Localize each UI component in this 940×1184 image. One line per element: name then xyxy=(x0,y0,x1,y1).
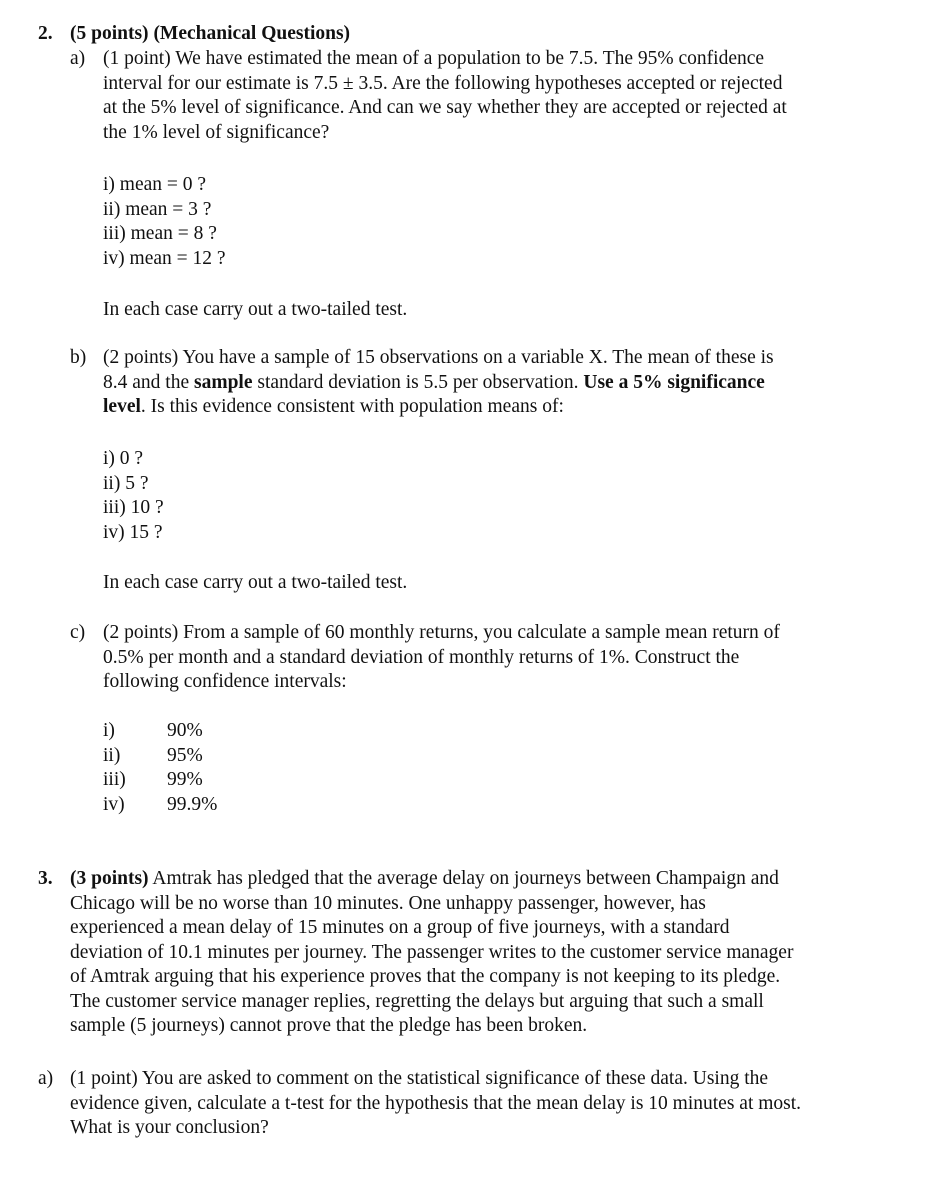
q2b-sample-emphasis: sample xyxy=(193,371,253,393)
q2a-line: interval for our estimate is 7.5 ± 3.5. Are the following hypotheses accepted or rejected xyxy=(103,72,783,94)
q3a-label: a) xyxy=(38,1068,54,1089)
q2a-note: In each case carry out a two-tailed test. xyxy=(103,299,408,320)
q3a-line: evidence given, calculate a t-test for the hypothesis that the mean delay is 10 minutes at most. xyxy=(70,1092,802,1114)
q2a-line: at the 5% level of significance. And can we say whether they are accepted or rejected at xyxy=(103,97,787,118)
q2b-text xyxy=(103,346,774,420)
q2c-item xyxy=(103,744,203,769)
q2b-note: In each case carry out a two-tailed test. xyxy=(103,572,408,593)
q2a-items xyxy=(103,173,226,271)
q2b-item: iii) 10 ? xyxy=(103,497,164,518)
q2-heading xyxy=(70,22,350,47)
q2c-roman: iii) xyxy=(103,769,126,790)
q2c-items xyxy=(103,719,218,817)
q2c-item xyxy=(103,793,218,818)
q2c-item xyxy=(103,768,203,793)
q2b-item: i) 0 ? xyxy=(103,448,144,469)
q2c-roman: iv) xyxy=(103,793,125,815)
q2c-line: following confidence intervals: xyxy=(103,671,347,692)
q2c-value: 90% xyxy=(167,720,203,741)
q2-points: (5 points) xyxy=(70,23,149,44)
q3-number: 3. xyxy=(38,868,53,889)
q2b-items xyxy=(103,447,164,545)
q2a-item: iv) mean = 12 ? xyxy=(103,247,226,269)
q3-line: of Amtrak arguing that his experience proves that the company is not keeping to its pledge. xyxy=(70,966,781,987)
q2c-label: c) xyxy=(70,622,86,643)
q2c-item xyxy=(103,719,203,744)
q3-line: deviation of 10.1 minutes per journey. The passenger writes to the customer service manager xyxy=(70,941,794,963)
q2a-item: ii) mean = 3 ? xyxy=(103,198,212,220)
q3-line1-rest: Amtrak has pledged that the average delay on journeys between Champaign and xyxy=(148,868,779,889)
q2b-line xyxy=(103,371,774,396)
q2b-significance-emphasis: Use a 5% significance xyxy=(583,371,765,393)
q2c-value: 95% xyxy=(167,744,203,766)
q2-title: (Mechanical Questions) xyxy=(153,23,351,44)
q2b-item: iv) 15 ? xyxy=(103,521,163,543)
q2b-line xyxy=(103,395,774,420)
q3a-text xyxy=(70,1067,801,1141)
q3a-line: What is your conclusion? xyxy=(70,1117,269,1138)
q2b-line2-pre: 8.4 and the xyxy=(103,371,194,393)
q3-line: experienced a mean delay of 15 minutes on a group of five journeys, with a standard xyxy=(70,917,730,938)
q2c-value: 99.9% xyxy=(167,793,218,815)
q2a-line: the 1% level of significance? xyxy=(103,121,330,143)
q2a-item: iii) mean = 8 ? xyxy=(103,223,217,244)
q2b-label: b) xyxy=(70,347,87,368)
q2a-label: a) xyxy=(70,48,86,69)
q3-points: (3 points) xyxy=(70,868,149,889)
q3-line xyxy=(70,867,793,892)
q2b-item: ii) 5 ? xyxy=(103,472,149,494)
q2c-text xyxy=(103,621,780,695)
q2c-roman: ii) xyxy=(103,744,121,766)
q2b-line2-mid: standard deviation is 5.5 per observation. xyxy=(252,371,584,393)
q3-line: sample (5 journeys) cannot prove that the pledge has been broken. xyxy=(70,1015,588,1036)
q3-line: The customer service manager replies, regretting the delays but arguing that such a small xyxy=(70,990,764,1012)
q2c-line: 0.5% per month and a standard deviation of monthly returns of 1%. Construct the xyxy=(103,646,740,668)
q2c-roman: i) xyxy=(103,720,115,741)
q3-line: Chicago will be no worse than 10 minutes. One unhappy passenger, however, has xyxy=(70,892,706,914)
q2a-text xyxy=(103,47,787,145)
q3-text xyxy=(70,867,793,1039)
q2-number: 2. xyxy=(38,23,53,44)
q2b-level-emphasis: level xyxy=(103,396,141,417)
q2b-line: (2 points) You have a sample of 15 observations on a variable X. The mean of these is xyxy=(103,347,774,368)
q2c-line: (2 points) From a sample of 60 monthly returns, you calculate a sample mean return of xyxy=(103,622,780,643)
q2a-item: i) mean = 0 ? xyxy=(103,174,207,195)
q2c-value: 99% xyxy=(167,769,203,790)
q2b-line3-rest: . Is this evidence consistent with population means of: xyxy=(140,396,564,417)
q3a-line: (1 point) You are asked to comment on the statistical significance of these data. Using the xyxy=(70,1068,769,1089)
q2a-line: (1 point) We have estimated the mean of a population to be 7.5. The 95% confidence xyxy=(103,48,765,69)
